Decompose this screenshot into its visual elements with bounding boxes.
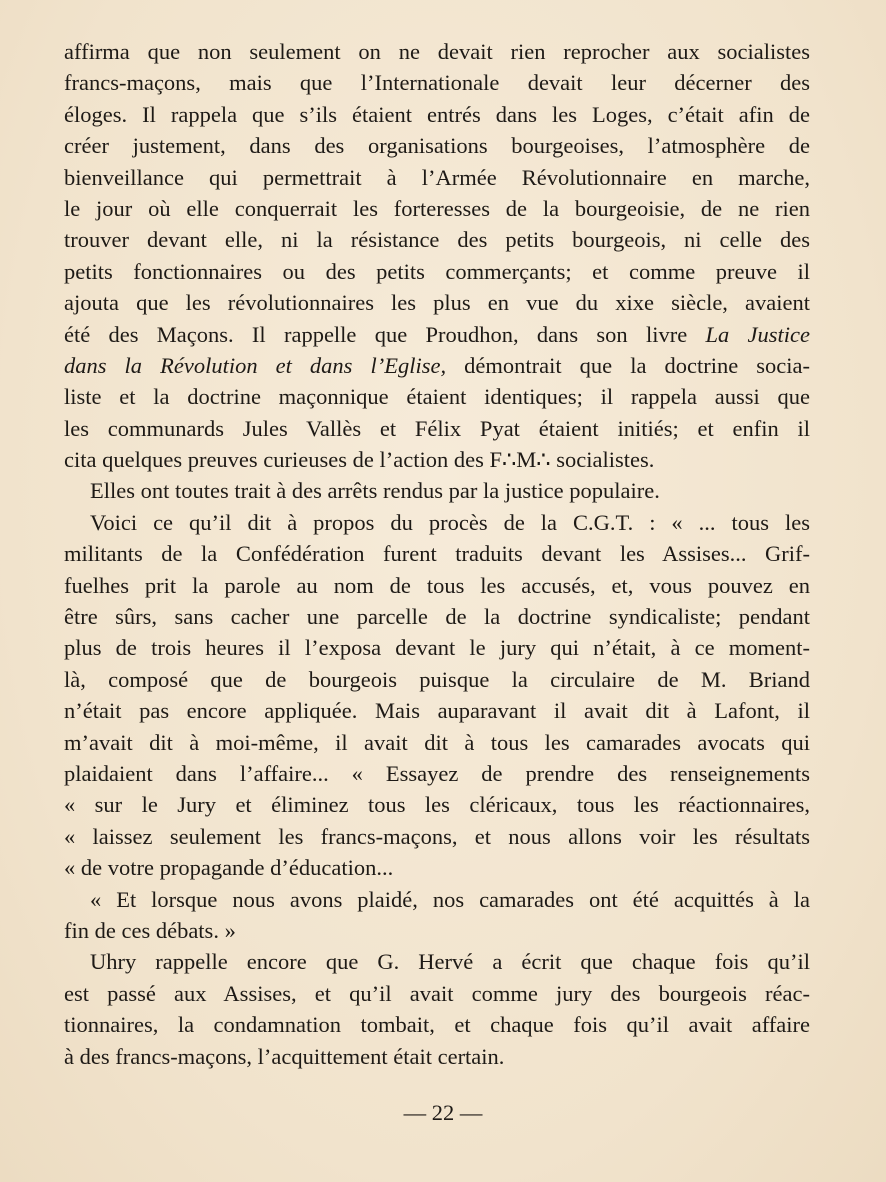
- text-line: créer justement, dans des organisations bourgeoises, l’atmosphère de: [64, 133, 810, 159]
- text-line: m’avait dit à moi-même, il avait dit à tous les camarades avocats qui: [64, 729, 810, 755]
- book-title-italic: La Justice: [705, 321, 810, 347]
- text-line: les communards Jules Vallès et Félix Pyat étaient initiés; et enfin il: [64, 415, 810, 441]
- text-line: militants de la Confédération furent traduits devant les Assises... Grif-: [64, 541, 810, 567]
- page-number: — 22 —: [403, 1100, 483, 1125]
- text-line: « de votre propagande d’éducation...: [64, 855, 394, 881]
- text-line: n’était pas encore appliquée. Mais auparavant il avait dit à Lafont, il: [64, 698, 810, 724]
- text-line: fuelhes prit la parole au nom de tous les accusés, et, vous pouvez en: [64, 572, 810, 598]
- text-line-roman: été des Maçons. Il rappelle que Proudhon, dans son livre: [64, 321, 706, 347]
- text-line: « sur le Jury et éliminez tous les cléricaux, tous les réactionnaires,: [64, 792, 810, 818]
- text-line: francs-maçons, mais que l’Internationale devait leur décerner des: [64, 70, 810, 96]
- text-line: [64, 350, 810, 381]
- text-line: [64, 319, 810, 350]
- text-line: à des francs-maçons, l’acquittement était certain.: [64, 1043, 505, 1069]
- text-line: fin de ces débats. »: [64, 917, 236, 943]
- text-line: plaidaient dans l’affaire... « Essayez de prendre des renseignements: [64, 760, 810, 786]
- text-line: tionnaires, la condamnation tombait, et chaque fois qu’il avait affaire: [64, 1012, 810, 1038]
- text-line: affirma que non seulement on ne devait rien reprocher aux socialistes: [64, 39, 810, 64]
- text-line: « laissez seulement les francs-maçons, et nous allons voir les résultats: [64, 823, 810, 849]
- text-line: bienveillance qui permettrait à l’Armée Révolutionnaire en marche,: [64, 164, 810, 190]
- text-line: est passé aux Assises, et qu’il avait comme jury des bourgeois réac-: [64, 980, 810, 1006]
- text-line: éloges. Il rappela que s’ils étaient entrés dans les Loges, c’était afin de: [64, 101, 810, 127]
- text-line: là, composé que de bourgeois puisque la circulaire de M. Briand: [64, 666, 810, 692]
- text-line: cita quelques preuves curieuses de l’action des F∴M∴ socialistes.: [64, 447, 655, 473]
- paragraph-first-line: Elles ont toutes trait à des arrêts rendus par la justice populaire.: [90, 478, 660, 504]
- text-line: petits fonctionnaires ou des petits commerçants; et comme preuve il: [64, 258, 810, 284]
- text-line: le jour où elle conquerrait les forteresses de la bourgeoisie, de ne rien: [64, 195, 810, 221]
- text-line: ajouta que les révolutionnaires les plus en vue du xixe siècle, avaient: [64, 290, 810, 316]
- text-line: liste et la doctrine maçonnique étaient identiques; il rappela aussi que: [64, 384, 810, 410]
- paragraph-first-line: « Et lorsque nous avons plaidé, nos camarades ont été acquittés à la: [90, 886, 810, 912]
- text-line: plus de trois heures il l’exposa devant le jury qui n’était, à ce moment-: [64, 635, 810, 661]
- text-line: être sûrs, sans cacher une parcelle de la doctrine syndicaliste; pendant: [64, 604, 810, 630]
- book-title-italic: dans la Révolution et dans l’Eglise,: [64, 352, 447, 378]
- paragraph-first-line: Uhry rappelle encore que G. Hervé a écrit que chaque fois qu’il: [90, 949, 810, 975]
- text-line-roman: démontrait que la doctrine socia-: [446, 352, 810, 378]
- paragraph-first-line: Voici ce qu’il dit à propos du procès de la C.G.T. : « ... tous les: [90, 509, 810, 535]
- text-line: trouver devant elle, ni la résistance des petits bourgeois, ni celle des: [64, 227, 810, 253]
- body-text: [64, 36, 810, 1072]
